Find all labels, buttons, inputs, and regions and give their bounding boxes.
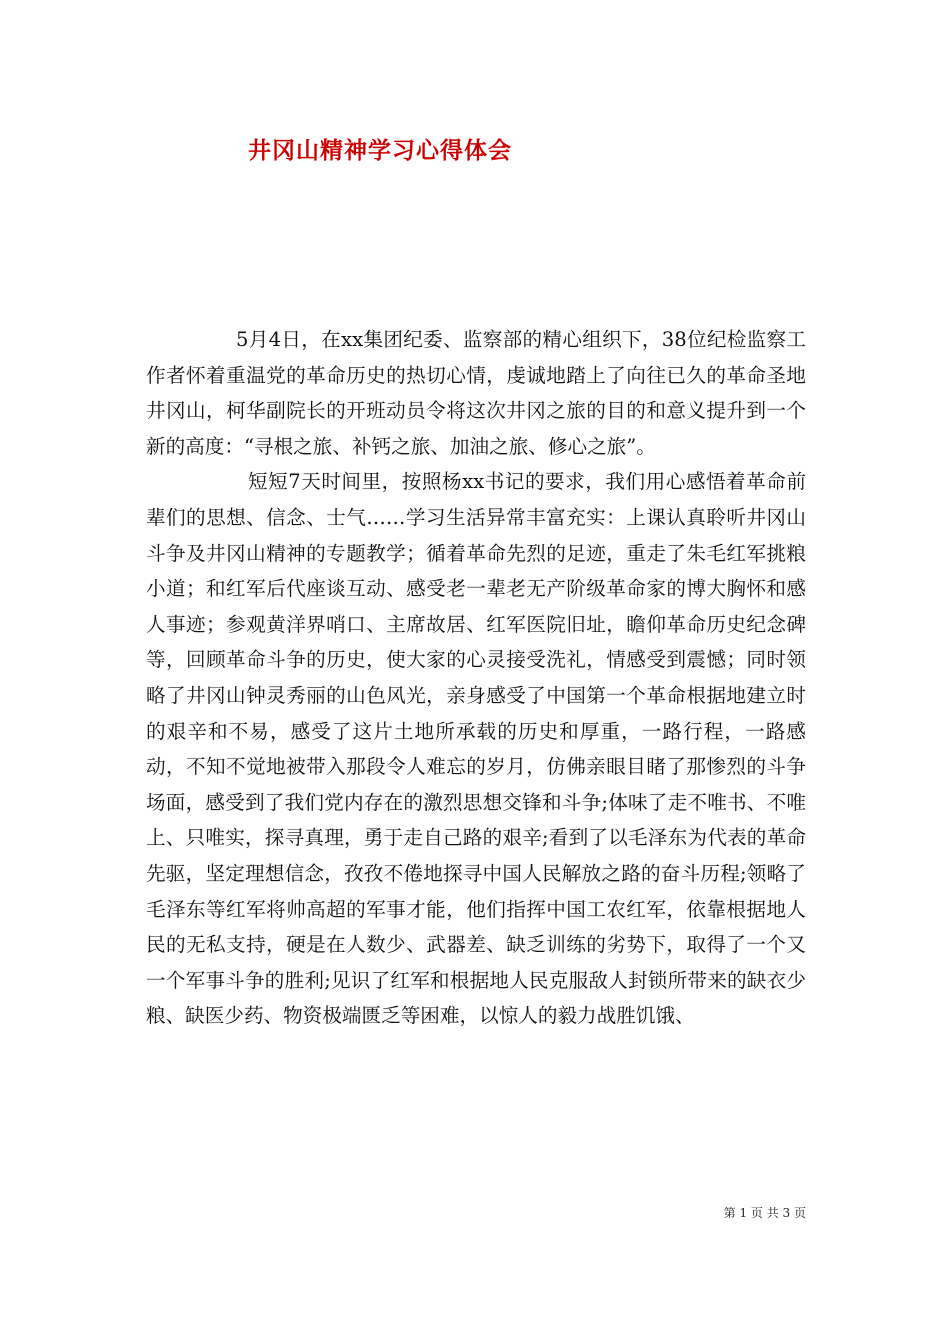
document-title [0, 132, 950, 165]
document-body [146, 322, 806, 1034]
paragraph-2: 短短7天时间里，按照杨xx书记的要求，我们用心感悟着革命前辈们的思想、信念、士气……学习生活异常丰富充实：上课认真聆听井冈山斗争及井冈山精神的专题教学；循着革命先烈的足迹，重走了朱毛红军挑粮小道；和红军后代座谈互动、感受老一辈老无产阶级革命家的博大胸怀和感人事迹；参观黄洋界哨口、主席故居、红军医院旧址，瞻仰革命历史纪念碑等，回顾革命斗争的历史，使大家的心灵接受洗礼，情感受到震憾；同时领略了井冈山钟灵秀丽的山色风光，亲身感受了中国第一个革命根据地建立时的艰辛和不易，感受了这片土地所承载的历史和厚重，一路行程，一路感动，不知不觉地被带入那段令人难忘的岁月，仿佛亲眼目睹了那惨烈的斗争场面，感受到了我们党内存在的激烈思想交锋和斗争;体味了走不唯书、不唯上、只唯实，探寻真理，勇于走自己路的艰辛;看到了以毛泽东为代表的革命先驱，坚定理想信念，孜孜不倦地探寻中国人民解放之路的奋斗历程;领略了毛泽东等红军将帅高超的军事才能，他们指挥中国工农红军，依靠根据地人民的无私支持，硬是在人数少、武器差、缺乏训练的劣势下，取得了一个又一个军事斗争的胜利;见识了红军和根据地人民克服敌人封锁所带来的缺衣少粮、缺医少药、物资极端匮乏等困难，以惊人的毅力战胜饥饿、 [146, 470, 806, 1028]
paragraph-1: 5月4日，在xx集团纪委、监察部的精心组织下，38位纪检监察工作者怀着重温党的革命历史的热切心情，虔诚地踏上了向往已久的革命圣地井冈山，柯华副院长的开班动员令将这次井冈之旅的目的和意义提升到一个新的高度：“寻根之旅、补钙之旅、加油之旅、修心之旅”。 [146, 328, 806, 458]
document-title-text: 井冈山精神学习心得体会 [248, 137, 512, 164]
page-number-footer: 第 1 页 共 3 页 [723, 1206, 806, 1220]
